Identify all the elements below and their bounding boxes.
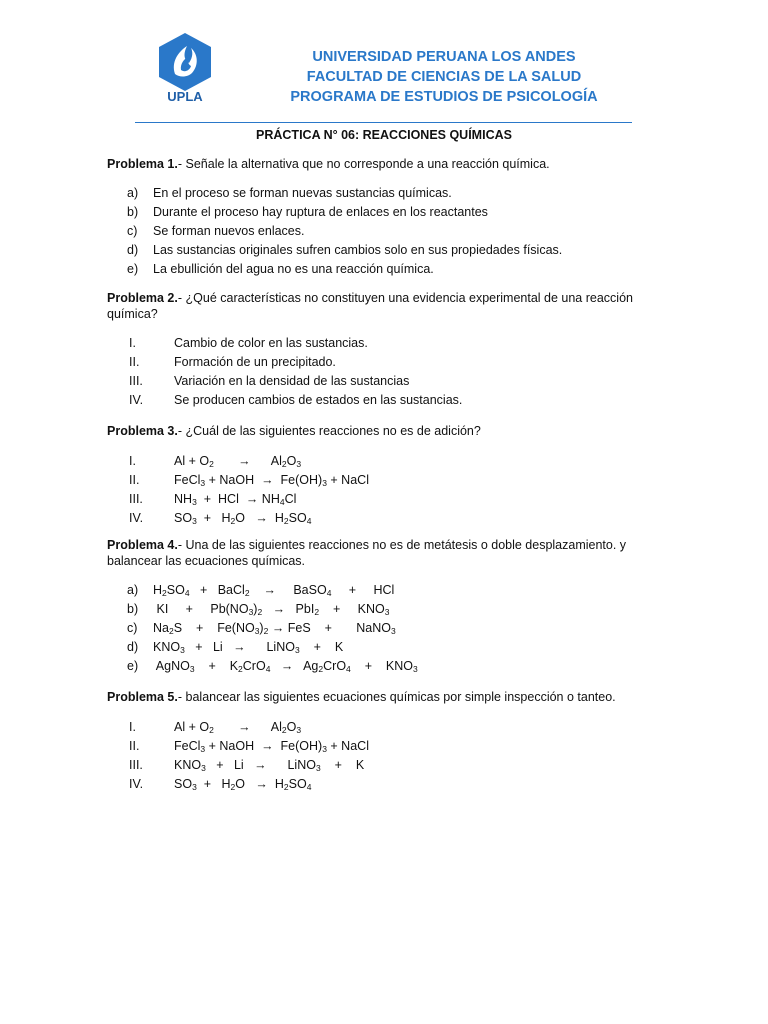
problem-2-label: Problema 2. bbox=[107, 291, 178, 305]
problem-1-options bbox=[107, 184, 652, 279]
chemical-equation: FeCl$_3$ + NaOH → $Fe(OH)_3$ + NaCl bbox=[174, 472, 369, 488]
problem-5-label: Problema 5. bbox=[107, 690, 178, 704]
reaction-item: III. $NH_3$ + HCl → $NH_4Cl$ bbox=[129, 491, 297, 507]
reaction-item: III. $KNO_3$ + Li → LiNO$_3$ + K bbox=[129, 757, 365, 773]
problem-3-question: - ¿Cuál de las siguientes reacciones no es de adición? bbox=[177, 424, 481, 438]
page-title: PRÁCTICA N° 06: REACCIONES QUÍMICAS bbox=[256, 128, 512, 142]
upla-logo bbox=[156, 32, 214, 104]
reaction-item: I. $Al + O_2$ → $Al_2O_3$ bbox=[129, 453, 302, 469]
problem-3-statement bbox=[107, 424, 652, 440]
faculty-name: FACULTAD DE CIENCIAS DE LA SALUD bbox=[306, 69, 582, 85]
problem-1-statement bbox=[107, 157, 652, 173]
program-name: PROGRAMA DE ESTUDIOS DE PSICOLOGÍA bbox=[290, 89, 598, 105]
problem-2 bbox=[107, 291, 652, 410]
chemical-equation: $NH_3$ + HCl → $NH_4Cl$ bbox=[174, 491, 297, 507]
problem-4-reactions bbox=[107, 581, 652, 676]
problem-1-question: - Señale la alternativa que no corresponde a una reacción química. bbox=[177, 157, 550, 171]
reaction-item: I. $Al + O_2$ → $Al_2O_3$ bbox=[129, 719, 302, 735]
list-item: III. Variación en la densidad de las sustancias bbox=[129, 374, 410, 389]
chemical-equation: AgNO$_3$ + $K_2CrO_4$ → $Ag_2CrO_4$ + $KNO_3$ bbox=[155, 659, 418, 675]
university-name: UNIVERSIDAD PERUANA LOS ANDES bbox=[312, 49, 576, 65]
problem-5 bbox=[107, 690, 652, 794]
problem-1-label: Problema 1. bbox=[107, 157, 178, 171]
problem-5-statement bbox=[107, 690, 652, 706]
problem-2-question: - ¿Qué características no constituyen una evidencia experimental de una reacción química? bbox=[107, 291, 633, 321]
problem-4-label: Problema 4. bbox=[107, 538, 178, 552]
reaction-item: a) $H_2SO_4$ + BaCl$_2$ → BaSO$_4$ + HCl bbox=[127, 583, 395, 599]
list-item: d) Las sustancias originales sufren cambios solo en sus propiedades físicas. bbox=[127, 242, 563, 257]
problem-4 bbox=[107, 538, 652, 676]
list-item: a) En el proceso se forman nuevas sustancias químicas. bbox=[127, 185, 452, 200]
problem-4-question: - Una de las siguientes reacciones no es de metátesis o doble desplazamiento. y balancear las ecuaciones químicas. bbox=[107, 538, 627, 568]
list-item: II. Formación de un precipitado. bbox=[129, 355, 336, 370]
reaction-item: d) $KNO_3$ + Li → LiNO$_3$ + K bbox=[127, 640, 344, 656]
chemical-equation: $Al + O_2$ → $Al_2O_3$ bbox=[174, 453, 302, 469]
reaction-item: e) AgNO$_3$ + $K_2CrO_4$ → $Ag_2CrO_4$ + $KNO_3$ bbox=[127, 659, 418, 675]
list-item: IV. Se producen cambios de estados en las sustancias. bbox=[129, 393, 463, 408]
list-item: c) Se forman nuevos enlaces. bbox=[127, 223, 305, 238]
problem-5-reactions bbox=[107, 718, 652, 794]
list-item: e) La ebullición del agua no es una reacción química. bbox=[127, 261, 434, 276]
reaction-item: IV. $SO_3$ + $H_2O$ → $H_2SO_4$ bbox=[129, 776, 312, 792]
reaction-item: II. FeCl$_3$ + NaOH → $Fe(OH)_3$ + NaCl bbox=[129, 738, 369, 754]
header-divider bbox=[135, 122, 632, 123]
chemical-equation: FeCl$_3$ + NaOH → $Fe(OH)_3$ + NaCl bbox=[174, 738, 369, 754]
reaction-item: c) $Na_2S$ + $Fe(NO_3)_2$ → FeS + NaNO$_3$ bbox=[127, 621, 396, 637]
problem-3 bbox=[107, 424, 652, 528]
reaction-item: IV. $SO_3$ + $H_2O$ → $H_2SO_4$ bbox=[129, 510, 312, 526]
chemical-equation: $KNO_3$ + Li → LiNO$_3$ + K bbox=[153, 640, 344, 656]
problem-5-question: - balancear las siguientes ecuaciones químicas por simple inspección o tanteo. bbox=[177, 690, 616, 704]
svg-text:UPLA: UPLA bbox=[167, 89, 203, 104]
chemical-equation: $Al + O_2$ → $Al_2O_3$ bbox=[174, 719, 302, 735]
chemical-equation: $SO_3$ + $H_2O$ → $H_2SO_4$ bbox=[174, 510, 312, 526]
problem-3-reactions bbox=[107, 452, 652, 528]
problem-2-options bbox=[107, 334, 652, 410]
chemical-equation: $H_2SO_4$ + BaCl$_2$ → BaSO$_4$ + HCl bbox=[153, 583, 395, 599]
institution-header bbox=[240, 47, 648, 107]
problem-1 bbox=[107, 157, 652, 279]
reaction-item: b) KI + $Pb(NO_3)_2$ → PbI$_2$ + $KNO_3$ bbox=[127, 602, 390, 618]
chemical-equation: $KNO_3$ + Li → LiNO$_3$ + K bbox=[174, 757, 365, 773]
chemical-equation: $SO_3$ + $H_2O$ → $H_2SO_4$ bbox=[174, 776, 312, 792]
list-item: b) Durante el proceso hay ruptura de enlaces en los reactantes bbox=[127, 204, 488, 219]
problem-2-statement bbox=[107, 291, 652, 322]
chemical-equation: KI + $Pb(NO_3)_2$ → PbI$_2$ + $KNO_3$ bbox=[156, 602, 390, 618]
reaction-item: II. FeCl$_3$ + NaOH → $Fe(OH)_3$ + NaCl bbox=[129, 472, 369, 488]
problem-3-label: Problema 3. bbox=[107, 424, 178, 438]
list-item: I. Cambio de color en las sustancias. bbox=[129, 336, 368, 351]
chemical-equation: $Na_2S$ + $Fe(NO_3)_2$ → FeS + NaNO$_3$ bbox=[153, 621, 396, 637]
problem-4-statement bbox=[107, 538, 652, 569]
